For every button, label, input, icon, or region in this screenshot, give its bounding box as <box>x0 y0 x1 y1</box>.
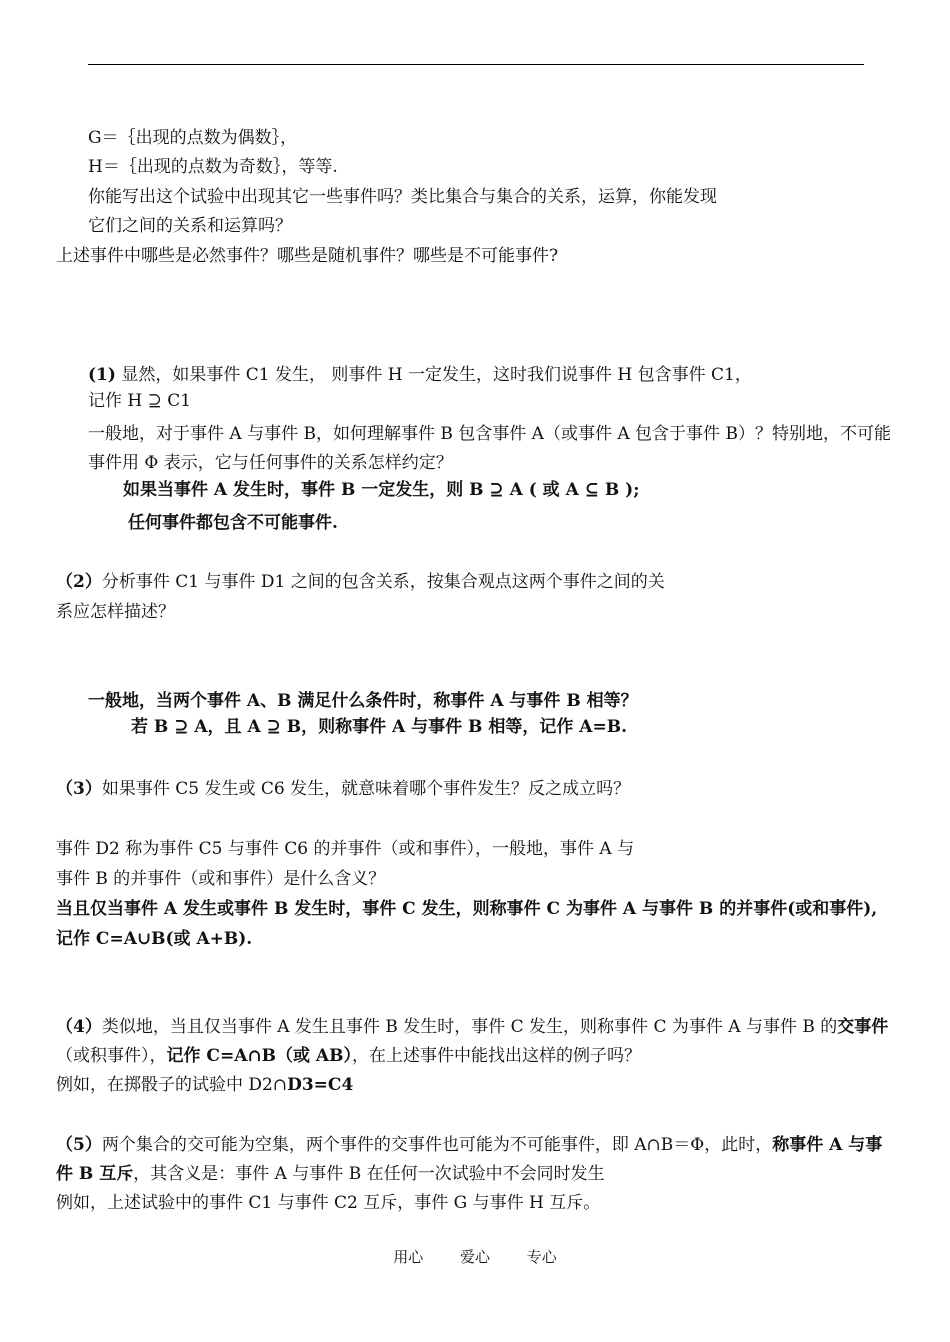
text-span: 显然，如果事件 C1 发生， 则事件 H 一定发生，这时我们说事件 H 包含事件 C1， <box>115 365 752 385</box>
footer-item: 用心 <box>393 1248 424 1266</box>
definition-line: 任何事件都包含不可能事件. <box>128 513 338 533</box>
text-span: ，其含义是：事件 A 与事件 B 在任何一次试验中不会同时发生 <box>133 1164 605 1184</box>
definition-line: 记作 C=A∪B(或 A+B). <box>56 929 253 949</box>
bold-term: 交事件 <box>837 1017 889 1037</box>
bold-term: 称事件 A 与事 <box>772 1135 883 1155</box>
text-line: H＝｛出现的点数为奇数｝，等等. <box>88 157 338 177</box>
section-number: （4） <box>56 1017 102 1037</box>
text-span: 如果事件 C5 发生或 C6 发生，就意味着哪个事件发生？反之成立吗？ <box>101 779 631 799</box>
text-line: 它们之间的关系和运算吗？ <box>88 216 292 236</box>
text-line: 事件 D2 称为事件 C5 与事件 C6 的并事件（或和事件），一般地，事件 A 与 <box>56 839 635 859</box>
section-3-line <box>56 778 630 800</box>
section-1-line <box>88 364 752 386</box>
text-line: 记作 H ⊇ C1 <box>88 391 192 411</box>
text-line: 一般地，对于事件 A 与事件 B，如何理解事件 B 包含事件 A（或事件 A 包含于事件 B）？特别地，不可能 <box>88 424 891 444</box>
definition-line: 当且仅当事件 A 发生或事件 B 发生时，事件 C 发生，则称事件 C 为事件 A 与事件 B 的并事件(或和事件), <box>56 899 878 919</box>
text-line: 例如，上述试验中的事件 C1 与事件 C2 互斥，事件 G 与事件 H 互斥。 <box>56 1193 601 1213</box>
text-span: 分析事件 C1 与事件 D1 之间的包含关系，按集合观点这两个事件之间的关 <box>101 572 665 592</box>
text-line: 系应怎样描述？ <box>56 602 175 622</box>
page-footer <box>0 1246 950 1267</box>
section-number: （2） <box>56 572 102 592</box>
text-line: 你能写出这个试验中出现其它一些事件吗？类比集合与集合的关系，运算，你能发现 <box>88 187 717 207</box>
header-rule <box>88 64 864 65</box>
section-4-line <box>56 1016 888 1038</box>
text-line: G＝｛出现的点数为偶数｝， <box>88 128 298 148</box>
text-line <box>56 1045 641 1067</box>
footer-item: 专心 <box>526 1248 557 1266</box>
text-line: 事件用 Φ 表示，它与任何事件的关系怎样约定？ <box>88 453 453 473</box>
text-span: （或积事件）， <box>56 1046 167 1066</box>
section-5-line <box>56 1134 882 1156</box>
text-line: 事件 B 的并事件（或和事件）是什么含义？ <box>56 869 386 889</box>
text-line <box>56 1074 353 1096</box>
section-number: (1) <box>88 365 116 385</box>
definition-line: 一般地，当两个事件 A、B 满足什么条件时，称事件 A 与事件 B 相等？ <box>88 691 638 711</box>
section-number: （3） <box>56 779 102 799</box>
text-span: ，在上述事件中能找出这样的例子吗？ <box>351 1046 641 1066</box>
text-span: 两个集合的交可能为空集，两个事件的交事件也可能为不可能事件，即 A∩B＝Φ，此时， <box>101 1135 773 1155</box>
text-span: 例如，在掷骰子的试验中 D2∩ <box>56 1075 288 1095</box>
section-2-line <box>56 571 665 593</box>
bold-term: D3=C4 <box>287 1075 354 1095</box>
footer-item: 爱心 <box>459 1248 490 1266</box>
text-span: 类似地，当且仅当事件 A 发生且事件 B 发生时，事件 C 发生，则称事件 C 为事件 A 与事件 B 的 <box>101 1017 838 1037</box>
definition-line: 若 B ⊇ A，且 A ⊇ B，则称事件 A 与事件 B 相等，记作 A=B. <box>131 717 627 737</box>
text-line: 上述事件中哪些是必然事件？哪些是随机事件？哪些是不可能事件? <box>56 246 559 266</box>
text-line <box>56 1163 605 1185</box>
bold-term: 记作 C=A∩B（或 AB） <box>166 1046 352 1066</box>
section-number: （5） <box>56 1135 102 1155</box>
bold-term: 件 B 互斥 <box>56 1164 134 1184</box>
definition-line: 如果当事件 A 发生时，事件 B 一定发生，则 B ⊇ A ( 或 A ⊆ B ); <box>123 480 640 500</box>
